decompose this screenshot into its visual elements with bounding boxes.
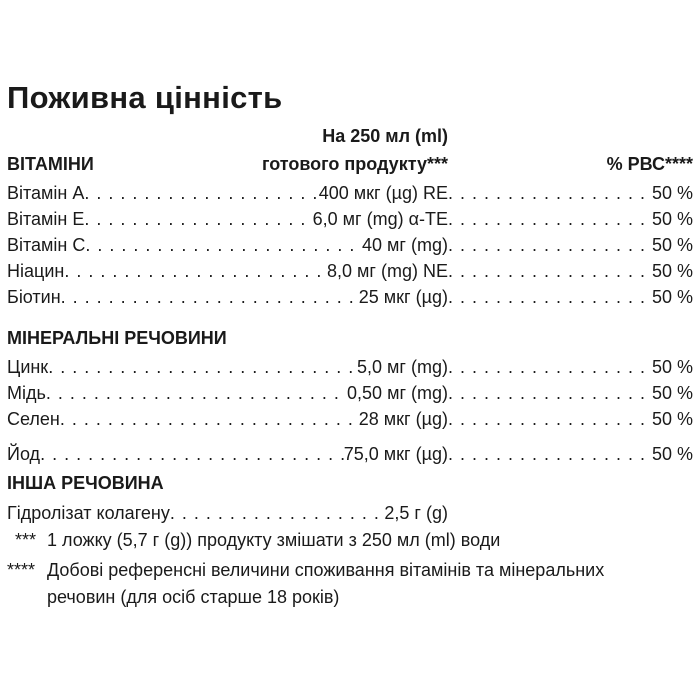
nutrient-name: Ніацин — [7, 261, 65, 281]
nutrient-rda: 50 % — [651, 261, 693, 281]
nutrient-amount: 5,0 мг (mg) — [357, 357, 448, 377]
nutrient-rda: 50 % — [651, 444, 693, 464]
nutrient-row — [7, 500, 448, 526]
nutrient-amount: 28 мкг (µg) — [358, 409, 448, 429]
nutrient-name: Вітамін E — [7, 209, 85, 229]
nutrient-rda: 50 % — [651, 409, 693, 429]
leader-dots — [85, 232, 362, 258]
footnote-3-marker: *** — [15, 530, 37, 550]
leader-dots — [448, 284, 652, 310]
nutrient-name: Йод — [7, 444, 41, 464]
leader-dots — [170, 500, 385, 526]
nutrient-name: Селен — [7, 409, 60, 429]
footnote-3-text: 1 ложку (5,7 г (g)) продукту змішати з 250 мл (ml) води — [47, 530, 501, 550]
nutrient-rda: 50 % — [651, 183, 693, 203]
nutrient-rda: 50 % — [651, 287, 693, 307]
nutrient-name: Біотин — [7, 287, 61, 307]
nutrient-amount: 6,0 мг (mg) α-TE — [312, 209, 448, 229]
nutrient-row — [7, 232, 693, 258]
nutrient-row — [7, 206, 693, 232]
leader-dots — [448, 441, 652, 467]
nutrient-name: Гідролізат колагену — [7, 503, 170, 523]
nutrient-row — [7, 441, 693, 467]
footnote-4-text: Добові референсні величини споживання вітамінів та мінеральних — [47, 560, 605, 580]
nutrient-row — [7, 406, 693, 432]
footnote-4-marker: **** — [7, 560, 36, 580]
nutrient-name: Вітамін A — [7, 183, 85, 203]
nutrient-rda: 50 % — [651, 357, 693, 377]
nutrient-name: Цинк — [7, 357, 49, 377]
nutrient-amount: 25 мкг (µg) — [358, 287, 448, 307]
leader-dots — [84, 180, 318, 206]
footnote-4-text-continued: речовин (для осіб старше 18 років) — [47, 587, 340, 607]
nutrient-rda: 50 % — [651, 235, 693, 255]
leader-dots — [448, 258, 652, 284]
nutrient-name: Мідь — [7, 383, 46, 403]
column-header-row — [7, 151, 693, 177]
serving-header-line1: На 250 мл (ml) — [322, 126, 448, 146]
leader-dots — [448, 380, 652, 406]
nutrient-row — [7, 380, 693, 406]
leader-dots — [48, 354, 357, 380]
nutrient-row — [7, 258, 693, 284]
leader-dots — [448, 406, 652, 432]
nutrient-name: Вітамін C — [7, 235, 86, 255]
minerals-section-label: МІНЕРАЛЬНІ РЕЧОВИНИ — [7, 328, 227, 348]
nutrient-amount: 400 мкг (µg) RE — [318, 183, 448, 203]
nutrient-amount: 75,0 мкг (µg) — [343, 444, 448, 464]
vitamins-section-label: ВІТАМІНИ — [7, 154, 94, 174]
leader-dots — [448, 180, 652, 206]
page-title: Поживна цінність — [7, 80, 283, 115]
leader-dots — [46, 380, 347, 406]
nutrient-rda: 50 % — [651, 209, 693, 229]
leader-dots — [448, 354, 652, 380]
nutrient-amount: 8,0 мг (mg) NE — [327, 261, 448, 281]
leader-dots — [61, 284, 359, 310]
nutrient-row — [7, 180, 693, 206]
serving-header-line2: готового продукту*** — [261, 154, 448, 174]
leader-dots — [60, 406, 359, 432]
leader-dots — [64, 258, 327, 284]
leader-dots — [448, 206, 652, 232]
leader-dots — [448, 232, 652, 258]
leader-dots — [40, 441, 344, 467]
nutrient-row — [7, 354, 693, 380]
other-section-label: ІНША РЕЧОВИНА — [7, 473, 164, 493]
leader-dots — [84, 206, 312, 232]
nutrient-row — [7, 284, 693, 310]
nutrient-amount: 40 мг (mg) — [362, 235, 448, 255]
nutrient-amount: 0,50 мг (mg) — [347, 383, 448, 403]
rda-header: % РВС**** — [606, 154, 693, 174]
nutrient-amount: 2,5 г (g) — [384, 503, 448, 523]
nutrient-rda: 50 % — [651, 383, 693, 403]
